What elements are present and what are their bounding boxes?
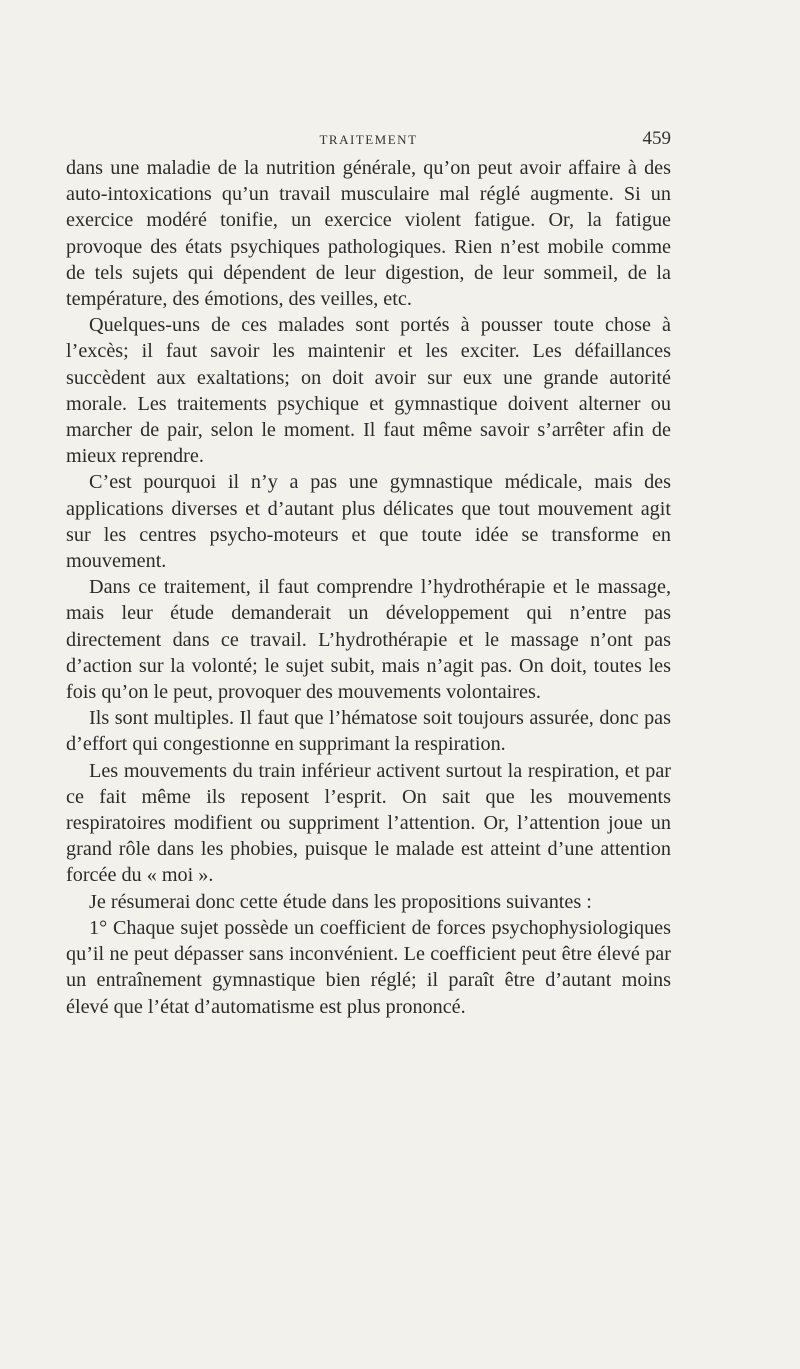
running-title: TRAITEMENT [319,132,418,147]
paragraph: 1° Chaque sujet possède un coefficient de forces psychophysiologiques qu’il ne peut dépasser sans inconvénient. Le coefficient peut être élevé par un entraînement gymnastique bien réglé; il paraît être d’autant moins élevé que l’état d’automatisme est plus prononcé. [66,916,671,1018]
paragraph: dans une maladie de la nutrition générale, qu’on peut avoir affaire à des auto-intoxications qu’un travail musculaire mal réglé augmente. Si un exercice modéré tonifie, un exercice violent fatigue. Or, la fatigue provoque des états psychiques pathologiques. Rien n’est mobile comme de tels sujets qui dépendent de leur digestion, de leur sommeil, de la température, des émotions, des veilles, etc. [66,157,671,311]
body-text [66,155,671,1020]
paragraph: C’est pourquoi il n’y a pas une gymnastique médicale, mais des applications diverses et d’autant plus délicates que tout mouvement agit sur les centres psycho-moteurs et que toute idée se transforme en mouvement. [66,471,671,573]
paragraph: Dans ce traitement, il faut comprendre l’hydrothérapie et le massage, mais leur étude demanderait un développement qui n’entre pas directement dans ce travail. L’hydrothérapie et le massage n’ont pas d’action sur la volonté; le sujet subit, mais n’agit pas. On doit, toutes les fois qu’on le peut, provoquer des mouvements volontaires. [66,576,671,704]
paragraph: Quelques-uns de ces malades sont portés à pousser toute chose à l’excès; il faut savoir les maintenir et les exciter. Les défaillances succèdent aux exaltations; on doit avoir sur eux une grande autorité morale. Les traitements psychique et gymnastique doivent alterner ou marcher de pair, selon le moment. Il faut même savoir s’arrêter afin de mieux reprendre. [66,314,671,468]
running-head [66,128,671,152]
page-number: 459 [642,128,671,149]
paragraph: Je résumerai donc cette étude dans les propositions suivantes : [89,890,592,913]
paragraph: Les mouvements du train inférieur activent surtout la respiration, et par ce fait même ils reposent l’esprit. On sait que les mouvements respiratoires modifient ou suppriment l’attention. Or, l’attention joue un grand rôle dans les phobies, puisque le malade est atteint d’une attention forcée du « moi ». [66,759,671,887]
paragraph: Ils sont multiples. Il faut que l’hématose soit toujours assurée, donc pas d’effort qui congestionne en supprimant la respiration. [66,707,671,756]
